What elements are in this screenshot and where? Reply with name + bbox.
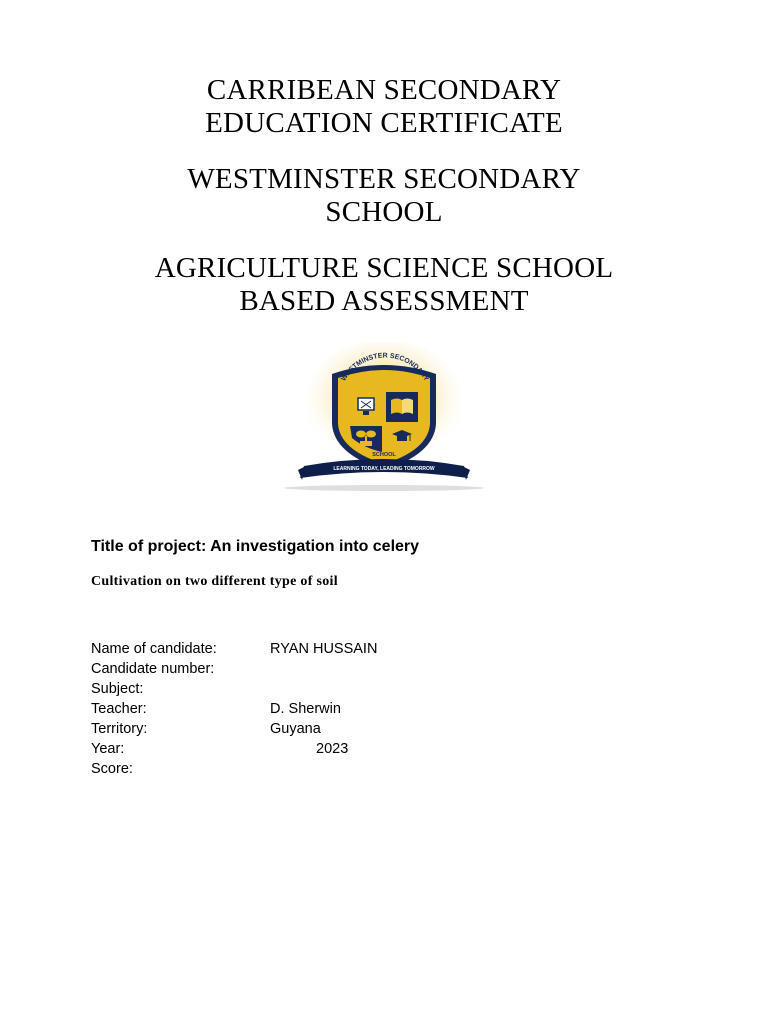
territory-value: Guyana	[270, 721, 321, 737]
assessment-heading-line-1: AGRICULTURE SCIENCE SCHOOL	[154, 252, 614, 284]
school-heading	[0, 163, 768, 229]
exam-heading-line-1: CARRIBEAN SECONDARY	[206, 74, 562, 106]
assessment-heading	[0, 252, 768, 318]
subject-label: Subject:	[91, 681, 144, 697]
crest-motto: LEARNING TODAY, LEADING TOMORROW	[333, 466, 435, 472]
candidate-number-label: Candidate number:	[91, 661, 215, 677]
territory-label: Territory:	[91, 721, 148, 737]
teacher-value: D. Sherwin	[270, 701, 341, 717]
exam-heading-line-2: EDUCATION CERTIFICATE	[205, 107, 563, 139]
exam-heading	[0, 74, 768, 140]
school-crest-logo	[264, 342, 504, 492]
name-value: RYAN HUSSAIN	[270, 641, 378, 657]
teacher-label: Teacher:	[91, 701, 147, 717]
score-label: Score:	[91, 761, 133, 777]
project-title: Title of project: An investigation into celery	[91, 538, 420, 555]
book-icon	[391, 399, 413, 415]
name-label: Name of candidate:	[91, 641, 217, 657]
crest-arc-text: WESTMINSTER SECONDARY	[340, 352, 430, 383]
school-heading-line-1: WESTMINSTER SECONDARY	[187, 163, 581, 195]
crest-graphic	[264, 342, 504, 492]
year-label: Year:	[91, 741, 125, 757]
school-heading-line-2: SCHOOL	[325, 196, 443, 228]
crest-shadow	[284, 485, 484, 491]
project-subtitle: Cultivation on two different type of soil	[91, 574, 338, 589]
crest-school-text: SCHOOL	[372, 452, 396, 458]
year-value: 2023	[316, 741, 349, 757]
assessment-heading-line-2: BASED ASSESSMENT	[239, 285, 529, 317]
